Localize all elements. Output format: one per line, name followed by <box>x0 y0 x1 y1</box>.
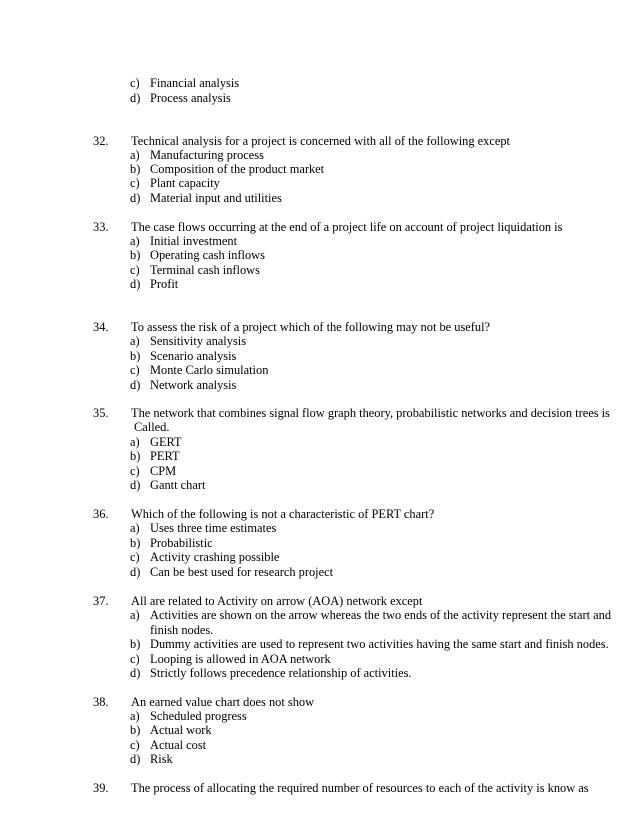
option-text: Plant capacity <box>150 176 220 190</box>
option-line <box>130 91 231 105</box>
option-line <box>130 709 247 723</box>
option-line <box>130 435 182 449</box>
option-text: PERT <box>150 449 180 463</box>
option-line <box>130 478 205 492</box>
option-text: Scheduled progress <box>150 709 247 723</box>
option-line <box>130 277 178 291</box>
option-line <box>130 449 180 463</box>
option-text: Strictly follows precedence relationship of activities. <box>150 666 412 680</box>
option-letter: b) <box>130 536 141 550</box>
option-text: CPM <box>150 464 177 478</box>
option-line <box>130 521 276 535</box>
option-letter: b) <box>130 248 141 262</box>
option-letter: a) <box>130 709 140 723</box>
option-text: Monte Carlo simulation <box>150 363 269 377</box>
option-letter: a) <box>130 148 140 162</box>
option-line <box>130 176 220 190</box>
option-text: Actual cost <box>150 738 207 752</box>
option-text: Risk <box>150 752 173 766</box>
option-letter: d) <box>130 752 141 766</box>
option-letter: c) <box>130 263 140 277</box>
option-line <box>130 148 264 162</box>
question-stem: Which of the following is not a characteristic of PERT chart? <box>131 507 435 521</box>
option-letter: c) <box>130 363 140 377</box>
option-letter: d) <box>130 91 141 105</box>
option-text: Profit <box>150 277 179 291</box>
option-text: Operating cash inflows <box>150 248 265 262</box>
option-line <box>130 652 331 666</box>
option-text: Financial analysis <box>150 76 240 90</box>
option-line <box>130 637 609 651</box>
option-letter: b) <box>130 449 141 463</box>
option-line <box>130 738 206 752</box>
option-text: Process analysis <box>150 91 231 105</box>
option-text: Probabilistic <box>150 536 213 550</box>
option-letter: c) <box>130 550 140 564</box>
option-text: GERT <box>150 435 182 449</box>
option-letter: a) <box>130 521 140 535</box>
question-number: 35. <box>93 406 109 420</box>
option-line <box>130 234 237 248</box>
question-number: 36. <box>93 507 109 521</box>
option-letter: d) <box>130 666 141 680</box>
option-text: Initial investment <box>150 234 238 248</box>
question-number: 32. <box>93 134 109 148</box>
option-text: Actual work <box>150 723 212 737</box>
option-line <box>130 162 324 176</box>
question-number: 33. <box>93 220 109 234</box>
option-text: Gantt chart <box>150 478 206 492</box>
option-line <box>130 191 282 205</box>
question-number: 38. <box>93 695 109 709</box>
option-text: Activities are shown on the arrow whereas the two ends of the activity represent the start and <box>150 608 612 622</box>
option-text: Manufacturing process <box>150 148 264 162</box>
question-number: 34. <box>93 320 109 334</box>
option-letter: c) <box>130 176 140 190</box>
option-letter: d) <box>130 277 141 291</box>
option-letter: a) <box>130 435 140 449</box>
option-letter: d) <box>130 565 141 579</box>
option-line <box>130 363 268 377</box>
option-line <box>130 248 265 262</box>
option-letter: d) <box>130 478 141 492</box>
option-text: Terminal cash inflows <box>150 263 260 277</box>
option-line <box>130 550 279 564</box>
option-letter: a) <box>130 334 140 348</box>
option-line <box>130 666 412 680</box>
option-text: Dummy activities are used to represent two activities having the same start and finish nodes. <box>150 637 609 651</box>
question-stem: To assess the risk of a project which of the following may not be useful? <box>131 320 491 334</box>
option-line <box>130 536 213 550</box>
option-line <box>130 349 236 363</box>
question-number: 39. <box>93 781 109 795</box>
question-stem: All are related to Activity on arrow (AOA) network except <box>131 594 423 608</box>
option-letter: b) <box>130 723 141 737</box>
option-letter: b) <box>130 349 141 363</box>
option-text: Looping is allowed in AOA network <box>150 652 331 666</box>
option-letter: d) <box>130 378 141 392</box>
option-letter: c) <box>130 738 140 752</box>
option-text: Material input and utilities <box>150 191 282 205</box>
option-letter: b) <box>130 162 141 176</box>
question-stem-continuation: Called. <box>134 420 170 434</box>
option-line <box>130 608 611 622</box>
question-number: 37. <box>93 594 109 608</box>
option-line <box>130 334 246 348</box>
option-line <box>130 565 333 579</box>
option-text: Uses three time estimates <box>150 521 277 535</box>
option-letter: c) <box>130 652 140 666</box>
option-letter: d) <box>130 191 141 205</box>
option-text: Can be best used for research project <box>150 565 334 579</box>
option-continuation: finish nodes. <box>150 623 214 637</box>
question-stem: An earned value chart does not show <box>131 695 315 709</box>
option-line <box>130 464 176 478</box>
option-text: Sensitivity analysis <box>150 334 247 348</box>
option-letter: a) <box>130 234 140 248</box>
question-stem: The network that combines signal flow graph theory, probabilistic networks and decision trees is <box>131 406 610 420</box>
option-letter: b) <box>130 637 141 651</box>
option-text: Network analysis <box>150 378 237 392</box>
option-text: Composition of the product market <box>150 162 325 176</box>
option-line <box>130 378 236 392</box>
option-text: Activity crashing possible <box>150 550 280 564</box>
option-letter: a) <box>130 608 140 622</box>
option-letter: c) <box>130 464 140 478</box>
option-line <box>130 263 260 277</box>
question-stem: Technical analysis for a project is concerned with all of the following except <box>131 134 510 148</box>
option-line <box>130 752 173 766</box>
option-line <box>130 76 239 90</box>
option-letter: c) <box>130 76 140 90</box>
option-text: Scenario analysis <box>150 349 237 363</box>
question-stem: The process of allocating the required number of resources to each of the activity is know as <box>131 781 589 795</box>
question-stem: The case flows occurring at the end of a project life on account of project liquidation is <box>131 220 563 234</box>
option-line <box>130 723 212 737</box>
